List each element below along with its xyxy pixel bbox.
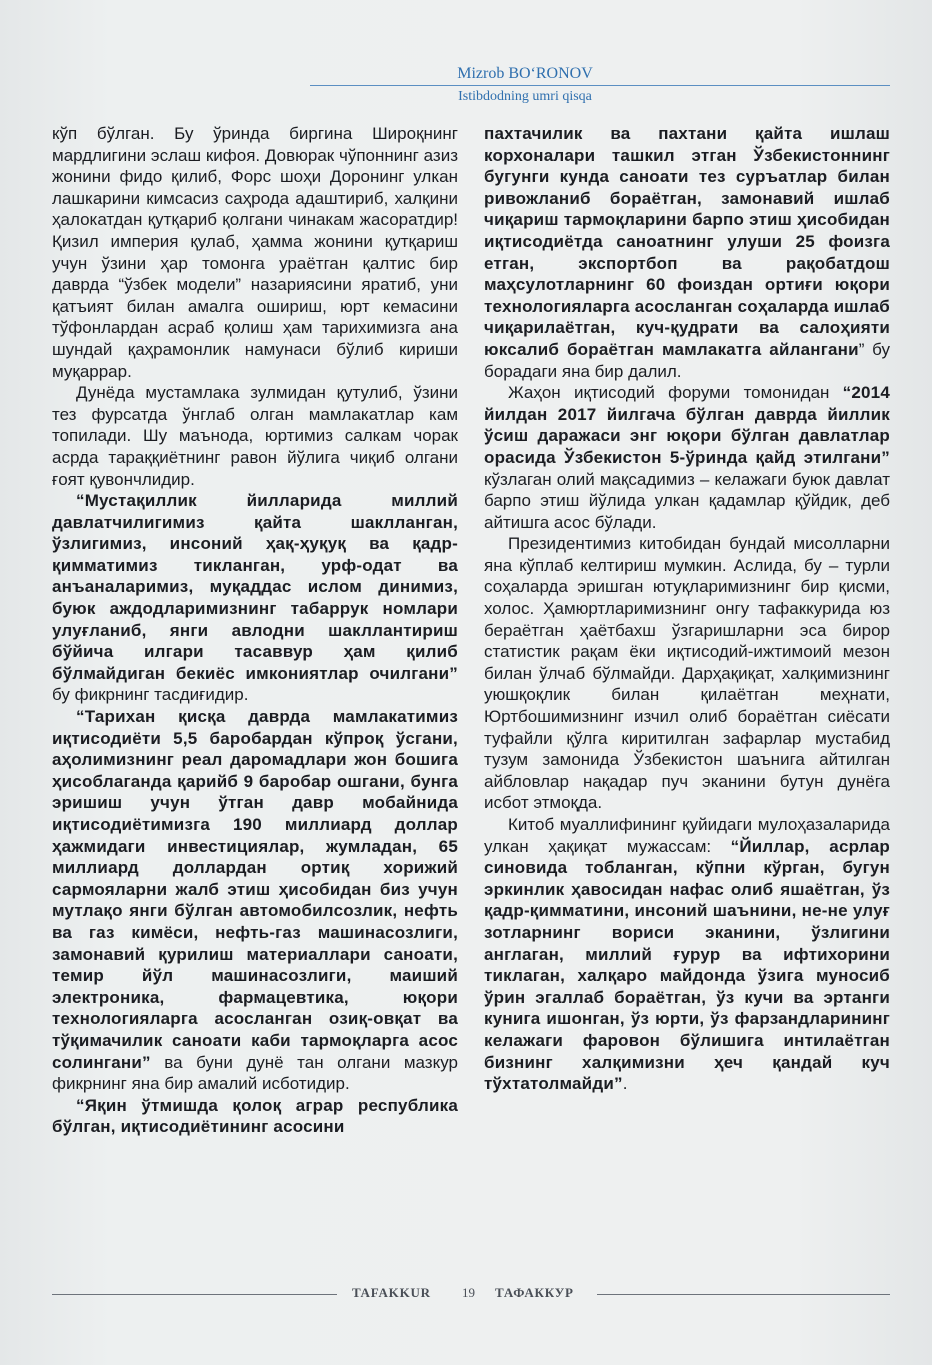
footer-rule-left <box>52 1294 337 1295</box>
quote-tail: ва буни дунё тан олгани мазкур фикрнинг яна бир амалий исботидир. <box>52 1052 458 1094</box>
footer-title-latin: TAFAKKUR <box>352 1285 431 1300</box>
right-column <box>484 123 890 1095</box>
page-number: 19 <box>462 1285 475 1300</box>
paragraph <box>52 706 458 1095</box>
page-footer <box>52 1283 890 1307</box>
quote-bold: “Мустақиллик йилларида миллий давлатчилигимиз қайта шаклланган, ўзлигимиз, инсоний ҳақ-ҳуқуқ ва қадр-қимматимиз тикланган, урф-одат ва анъаналаримиз, муқаддас ислом динимиз, буюк аждодларимизнинг табаррук номлари улуғланиб, янги авлодни шакллантириш бўйича илгари тасаввур ҳам қилиб бўлмайдиган бекиёс имкониятлар очилгани” <box>52 491 458 683</box>
running-header <box>310 64 890 106</box>
quote-tail: ” бу борадаги яна бир далил. <box>484 339 890 381</box>
paragraph <box>484 382 890 533</box>
paragraph: кўп бўлган. Бу ўринда биргина Широқнинг мардлигини эслаш кифоя. Довюрак чўпоннинг азиз жонини фидо қилиб, Форс шоҳи Доронинг улкан лашкарини кимсасиз саҳрода адаштириб, халқини ҳалокатдан қутқариб қолгани чинакам жасоратдир! Қизил империя қулаб, ҳамма жонини қутқариш учун ўзини ҳар томонга ураётган қалтис бир даврда “ўзбек модели” назариясини яратиб, уни қатъият билан амалга ошириш, юрт кемасини тўфонлардан асраб қолиш ҳам тарихимизга ана шундай қаҳрамонлик намунаси бўлиб кириши муқаррар. <box>52 124 458 381</box>
quote-tail: кўзлаган олий мақсадимиз – келажаги буюк давлат барпо этиш йўлида улкан қадамлар қўйдик, деб айтишга асос бўлади. <box>484 469 890 532</box>
header-rule <box>310 85 890 86</box>
footer-title-cyrillic: ТАФАККУР <box>495 1285 574 1300</box>
quote-bold: “Тарихан қисқа даврда мамлакатимиз иқтисодиёти 5,5 баробардан кўпроқ ўсгани, аҳолимизнинг реал даромадлари жон бошига ҳисоблаганда қарийб 9 баробар ошгани, бунга эришиш учун ўтган давр мобайнида иқтисодиётимизга 190 миллиард доллар ҳажмидаги инвестициялар, жумладан, 65 миллиард доллардан ортиқ хорижий сармояларни жалб этиш ҳисобидан биз учун мутлақо янги бўлган автомобилсозлик, нефть ва газ кимёси, нефть-газ машинасозлиги, замонавий қурилиш материаллари саноати, темир йўл машинасозлиги, маиший электроника, фармацевтика, юқори технологияларга асосланган озиқ-овқат ва тўқимачилик саноати каби тармоқларга асос солингани” <box>52 707 458 1072</box>
paragraph <box>52 1095 458 1138</box>
article-author: Mizrob BO‘RONOV <box>457 65 593 82</box>
paragraph <box>484 814 890 1095</box>
quote-tail: бу фикрнинг тасдиғидир. <box>52 685 249 705</box>
paragraph: Дунёда мустамлака зулмидан қутулиб, ўзини тез фурсатда ўнглаб олган мамлакатлар кам топилади. Шу маънода, юртимиз салкам чорак асрда тараққиётнинг равон йўлига чиқиб олгани ғоят қувончлидир. <box>52 383 458 489</box>
quote-tail: . <box>622 1074 628 1094</box>
quote-bold: “2014 йилдан 2017 йилгача бўлган даврда йиллик ўсиш даражаси энг юқори бўлган давлатлар орасида Ўзбекистон 5-ўринда қайд этилгани” <box>484 383 890 467</box>
article-title: Istibdodning umri qisqa <box>458 89 592 104</box>
paragraph-head: Китоб муаллифининг қуйидаги мулоҳазаларида улкан ҳақиқат мужассам: <box>484 815 890 856</box>
quote-bold: “Йиллар, асрлар синовида тобланган, кўпни кўрган, бугун эркинлик ҳавосидан нафас олиб яшаётган, ўз қадр-қимматини, инсоний шаънини, не-не улуғ зотларнинг вориси эканини, ўзлигини англаган, миллий ғурур ва ифтихорини тиклаган, халқаро майдонда ўзига муносиб ўрин эгаллаб бораётган, ўз кучи ва эртанги кунига ишонган, ўз юрти, ўз фарзандларининг келажаги фаровон бўлишига интилаётган бизнинг халқимизни ҳеч қандай куч тўхтатолмайди” <box>484 836 890 1094</box>
footer-rule-right <box>597 1294 890 1295</box>
quote-bold: пахтачилик ва пахтани қайта ишлаш корхоналари ташкил этган Ўзбекистоннинг бугунги кунда саноати тез суръатлар билан ривожланиб бораётган, замонавий ишлаб чиқариш тармоқларини барпо этиш ҳисобидан иқтисодиётда саноатнинг улуши 25 фоизга етган, экспортбоп ва рақобатдош маҳсулотларнинг 60 фоиздан ортиғи юқори технологияларга асосланган соҳаларда ишлаб чиқарилаётган, куч-қудрати ва салоҳияти юксалиб бораётган мамлакатга айлангани <box>484 124 890 359</box>
left-column <box>52 123 458 1138</box>
paragraph <box>484 123 890 382</box>
paragraph <box>52 490 458 706</box>
paragraph: Президентимиз китобидан бундай мисолларни яна кўплаб келтириш мумкин. Аслида, бу – турли соҳаларда эришган ютуқларимизнинг бир қисми, холос. Ҳамюртларимизнинг онгу тафаккурида юз бераётган ҳаётбахш ўзгаришларни эса бирор статистик рақам ёки иқтисодий-ижтимоий мезон билан ўлчаб бўлмайди. Дарҳақиқат, халқимизнинг уюшқоқлик билан қилаётган меҳнати, Юртбошимизнинг изчил олиб бораётган сиёсати туфайли қўлга киритилган зафарлар мустабид тузум замонида Ўзбекистон шаънига айтилган айбловлар нақадар пуч эканини бутун дунёга исбот этмоқда. <box>484 534 890 813</box>
quote-bold: “Яқин ўтмишда қолоқ аграр республика бўлган, иқтисодиётининг асосини <box>52 1095 458 1137</box>
paragraph-head: Жаҳон иқтисодий форуми томонидан <box>508 383 843 403</box>
